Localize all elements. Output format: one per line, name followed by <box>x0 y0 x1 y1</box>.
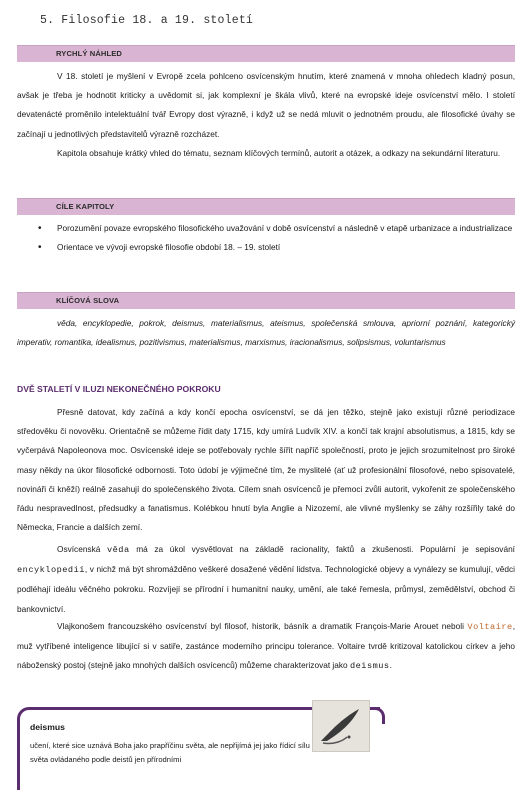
text-run: Osvícenská <box>57 544 107 554</box>
term-deismus: deismus <box>349 661 390 672</box>
section-heading: DVĚ STALETÍ V ILUZI NEKONEČNÉHO POKROKU <box>17 384 221 394</box>
goals-bar <box>17 198 515 215</box>
text-run: . <box>389 660 392 671</box>
quick-view-paragraph-2: Kapitola obsahuje krátký vhled do tématu, seznam klíčových termínů, autorit a otázek, a odkazy na sekundární literaturu. <box>57 148 501 158</box>
list-item <box>17 238 515 257</box>
text-run: Vlajkonošem francouzského osvícenství byl filosof, historik, básník a dramatik François-Marie Arouet neboli <box>57 621 468 631</box>
text-run: , v nichž má být shromážděno veškeré dosažené vědění lidstva. Technologické objevy a vynálezy se kumulují, vědci podléhají ideálu věčného pokroku. Rozvíjejí se přírodní i humanitní nauky, umění, ale také řemesla, průmysl, zemědělství, obchod či bankovnictví. <box>17 564 515 614</box>
quick-view-paragraph-1: V 18. století je myšlení v Evropě zcela pohlceno osvícenským hnutím, které znamená v mnoha ohledech kladný posun, avšak je třeba je hodnotit kriticky a uvědomit si, jak komplexní je škála vlivů, které na evropské ideje osvícenství mělo. I století devatenácté proměnilo intelektuální tvář Evropy dost výrazně, i když už se nedá mluvit o jednotném proudu, ale filosofické úvahy se začínají u jednotlivých představitelů výrazně rozcházet. <box>17 71 515 139</box>
section-paragraph-1: Přesně datovat, kdy začíná a kdy končí epocha osvícenství, se dá jen těžko, stejně jako existují různé periodizace středověku či novověku. Orientačně se můžeme řídit daty 1715, kdy umírá Ludvík XIV. a končí tak krajní absolutismus, a 1815, kdy se vyčerpává Napoleonova moc. Osvícenské ideje se potřebovaly rychle šířit napříč společností, proto je jejich srozumitelnost pro široké masy někdy na úkor filosofické odbornosti. Toto údobí je výjimečné tím, že myslitelé (ať už profesionální filosofové, nebo spisovatelé, novináři či kněží) reálně zasahují do společenského života. Cílem snah osvícenců je přemoci zvůli autorit, vykořenit ze společenského řádu nespravedlnost, předsudky a fanatismus. Kolébkou hnutí byla Anglie a Nizozemí, ale vlivné myšlenky se záhy rozšířily také do Německa, Francie a dalších zemí. <box>17 407 515 533</box>
definition-title: deismus <box>30 722 65 732</box>
term-encyklopedie: encyklopedií <box>17 565 85 576</box>
text-run: , muž vytříbené inteligence libující si v satiře, zastánce moderního principu tolerance. Voltaire tvrdě kritizoval katolickou církev a jeho náboženský postoj (stejně jako mnohých dalších osvícenců) můžeme charakterizovat jako <box>17 621 515 671</box>
definition-text: učení, které sice uznává Boha jako prapříčinu světa, ale nepřijímá jej jako řídicí sílu světa ovládaného podle deistů jen přírodními <box>30 741 310 764</box>
quick-view-label: RYCHLÝ NÁHLED <box>56 49 122 58</box>
section-paragraph-2 <box>17 540 515 619</box>
goals-list <box>17 219 515 257</box>
bullet-icon: • <box>38 242 42 254</box>
bullet-icon: • <box>38 223 42 234</box>
keywords-bar <box>17 292 515 309</box>
term-veda: věda <box>106 545 130 555</box>
goals-label: CÍLE KAPITOLY <box>56 202 115 211</box>
goal-text: Porozumění povaze evropského filosofického uvažování v době osvícenství a následně v etapě urbanizace a industrializace <box>57 223 513 233</box>
quick-view-bar <box>17 45 515 62</box>
goal-text: Orientace ve vývoji evropské filosofie období 18. – 19. století <box>57 242 281 253</box>
text-run: má za úkol vysvětlovat na základě racionality, faktů a zkušenosti. Populární je sepisování <box>129 544 515 554</box>
keywords-text: věda, encyklopedie, pokrok, deismus, materialismus, ateismus, společenská smlouva, apriorní poznání, kategorický imperativ, romantika, idealismus, pozitivismus, materialismus, marxismus, iracionalismus, solipsismus, voluntarismus <box>17 318 515 348</box>
list-item <box>17 219 515 238</box>
term-voltaire: Voltaire <box>467 622 513 632</box>
keywords-label: KLÍČOVÁ SLOVA <box>56 296 120 305</box>
chapter-title: 5. Filosofie 18. a 19. století <box>40 14 254 27</box>
section-paragraph-3 <box>17 617 515 677</box>
